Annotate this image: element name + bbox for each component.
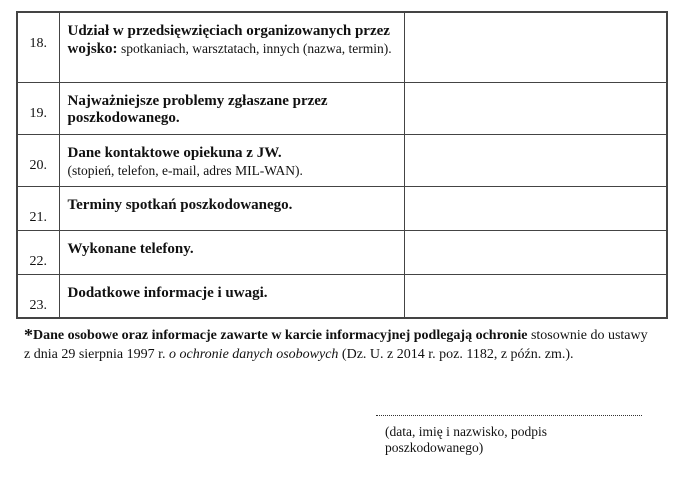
row-number: 18. <box>17 12 59 82</box>
row-title: Dane kontaktowe opiekuna z JW. <box>67 144 282 161</box>
row-label <box>59 274 404 318</box>
info-card-table <box>16 11 668 319</box>
row-value-cell[interactable] <box>404 12 667 82</box>
table-row <box>17 12 667 82</box>
table-row <box>17 134 667 186</box>
row-number: 23. <box>17 274 59 318</box>
row-value-cell[interactable] <box>404 82 667 134</box>
footnote-text-end: (Dz. U. z 2014 r. poz. 1182, z późn. zm.). <box>338 347 574 362</box>
table-row <box>17 186 667 230</box>
row-number: 20. <box>17 134 59 186</box>
row-value-cell[interactable] <box>404 134 667 186</box>
table-row <box>17 82 667 134</box>
row-value-cell[interactable] <box>404 274 667 318</box>
row-label <box>59 134 404 186</box>
row-number: 21. <box>17 186 59 230</box>
table-row <box>17 230 667 274</box>
row-number: 19. <box>17 82 59 134</box>
row-title: Udział w przedsięwzięciach organizowanych przez wojsko: <box>67 23 390 57</box>
row-title: Najważniejsze problemy zgłaszane przez poszkodowanego. <box>67 92 328 126</box>
footnote-text: stosownie do ustawy z dnia 29 sierpnia 1997 r. <box>24 328 648 362</box>
footnote-bold-text: Dane osobowe oraz informacje zawarte w karcie informacyjnej podlegają ochronie <box>33 328 528 343</box>
row-label <box>59 12 404 82</box>
row-title: Dodatkowe informacje i uwagi. <box>67 284 268 301</box>
footnote-star: * <box>24 325 33 345</box>
row-value-cell[interactable] <box>404 186 667 230</box>
row-title: Wykonane telefony. <box>67 240 194 257</box>
footnote <box>24 326 654 364</box>
row-label <box>59 186 404 230</box>
row-number: 22. <box>17 230 59 274</box>
row-detail: (stopień, telefon, e-mail, adres MIL-WAN). <box>67 162 303 178</box>
row-value-cell[interactable] <box>404 230 667 274</box>
signature-line[interactable] <box>376 409 642 416</box>
row-detail: spotkaniach, warsztatach, innych (nazwa, termin). <box>121 41 392 56</box>
row-label <box>59 230 404 274</box>
row-label <box>59 82 404 134</box>
row-title: Terminy spotkań poszkodowanego. <box>67 196 293 213</box>
footnote-italic-text: o ochronie danych osobowych <box>169 347 339 362</box>
table-row <box>17 274 667 318</box>
signature-caption: (data, imię i nazwisko, podpis poszkodowanego) <box>385 424 547 455</box>
